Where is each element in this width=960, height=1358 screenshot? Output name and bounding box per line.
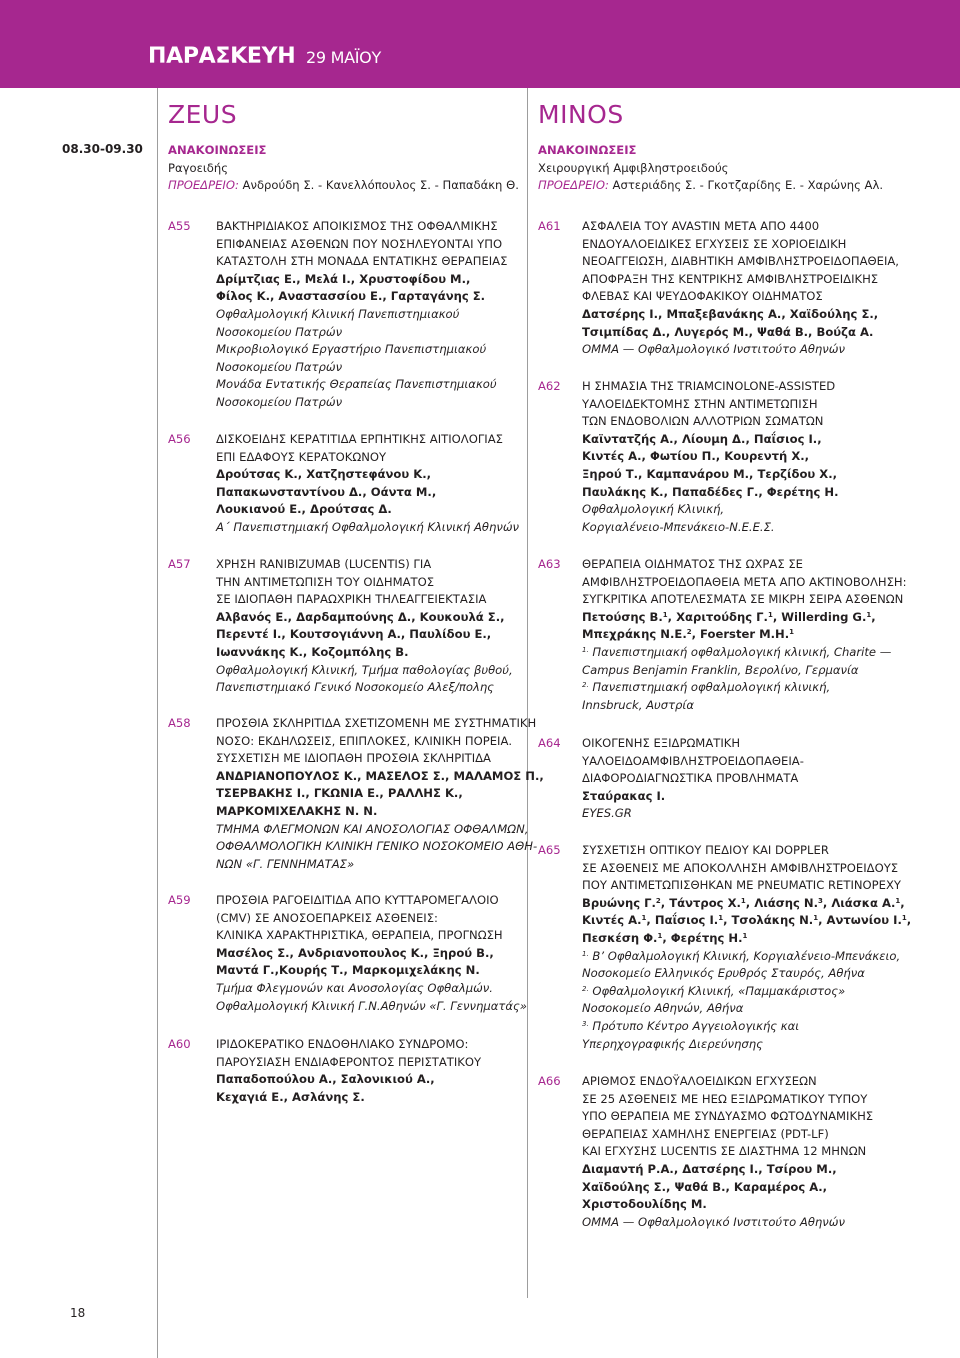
author: , Χαριτούδης Γ. bbox=[667, 609, 768, 624]
abstract-affiliation bbox=[582, 679, 907, 697]
abstract-authors: Χαϊδούλης Σ., Ψαθά Β., Καραμέρος Α., bbox=[582, 1179, 828, 1194]
abstract-authors: Κιντές Α., Φωτίου Π., Κουρεντή Χ., bbox=[582, 449, 810, 464]
left-session-info bbox=[168, 142, 519, 195]
author: , bbox=[871, 609, 876, 624]
abstract-a60 bbox=[216, 1036, 481, 1106]
abstract-affiliation: EYES.GR bbox=[582, 806, 632, 821]
abstract-authors: Φίλος Κ., Αναστασσίου Ε., Γαρταγάνης Σ. bbox=[216, 289, 486, 304]
affiliation: Πανεπιστημιακή οφθαλμολογική κλινική, bbox=[588, 680, 831, 695]
abstract-affiliation: ΟΦΘΑΛΜΟΛΟΓΙΚΗ ΚΛΙΝΙΚΗ ΓΕΝΙΚΟ ΝΟΣΟΚΟΜΕΙΟ ΑΘΗ- bbox=[216, 839, 538, 854]
hall-zeus: ZEUS bbox=[168, 100, 238, 129]
session-subject: Χειρουργική Αμφιβληστροειδούς bbox=[538, 160, 729, 175]
affiliation: Πρότυπο Κέντρο Αγγειολογικής και bbox=[588, 1018, 800, 1033]
abstract-code-a59: Α59 bbox=[168, 893, 191, 907]
abstract-title: ΣΕ ΙΔΙΟΠΑΘΗ ΠΑΡΑΩΧΡΙΚΗ ΤΗΛΕΑΓΓΕΙΕΚΤΑΣΙΑ bbox=[216, 592, 487, 607]
abstract-a66 bbox=[582, 1073, 873, 1231]
abstract-authors: Παυλάκης Κ., Παπαδέδες Γ., Φερέτης Η. bbox=[582, 484, 839, 499]
author: , Τσολάκης Ν. bbox=[723, 913, 814, 928]
abstract-title: ΟΙΚΟΓΕΝΗΣ ΕΞΙΔΡΩΜΑΤΙΚΗ bbox=[582, 736, 741, 750]
abstract-a61 bbox=[582, 218, 899, 359]
abstract-code-a56: Α56 bbox=[168, 432, 191, 446]
abstract-title: ΕΠΙΦΑΝΕΙΑΣ ΑΣΘΕΝΩΝ ΠΟΥ ΝΟΣΗΛΕΥΟΝΤΑΙ ΥΠΟ bbox=[216, 236, 503, 251]
day-label: ΠΑΡΑΣΚΕΥΗ bbox=[148, 44, 296, 69]
abstract-authors: Διαμαντή Ρ.Α., Δατσέρης Ι., Τσίρου Μ., bbox=[582, 1161, 837, 1176]
affil-mark: 2 bbox=[686, 628, 692, 637]
author: , Willerding G. bbox=[772, 609, 867, 624]
author: , Παΐσιος Ι. bbox=[646, 913, 719, 928]
affil-mark: 1 bbox=[767, 610, 773, 619]
header-banner bbox=[0, 0, 960, 88]
author: Πετούσης Β. bbox=[582, 609, 663, 624]
abstract-code-a65: Α65 bbox=[538, 843, 561, 857]
abstract-title: ΚΑΤΑΣΤΟΛΗ ΣΤΗ ΜΟΝΑΔΑ ΕΝΤΑΤΙΚΗΣ ΘΕΡΑΠΕΙΑΣ bbox=[216, 254, 508, 269]
abstract-authors: Δρούτσας Κ., Χατζηστεφάνου Κ., bbox=[216, 467, 432, 482]
abstract-title: ΥΑΛΟΕΙΔΕΚΤΟΜΗΣ ΣΤΗΝ ΑΝΤΙΜΕΤΩΠΙΣΗ bbox=[582, 396, 818, 411]
abstract-affiliation: Νοσοκομείο Ελληνικός Ερυθρός Σταυρός, Αθήνα bbox=[582, 966, 865, 981]
abstract-affiliation: Οφθαλμολογική Κλινική, bbox=[582, 502, 725, 517]
abstract-a58 bbox=[216, 715, 544, 873]
abstract-authors: Μαντά Γ.,Κουρής Τ., Μαρκομιχελάκης Ν. bbox=[216, 963, 480, 978]
abstract-authors: Λουκιανού Ε., Δρούτσας Δ. bbox=[216, 502, 392, 517]
author: , Λιάσης Ν. bbox=[745, 895, 818, 910]
abstract-title: ΙΡΙΔΟΚΕΡΑΤΙΚΟ ΕΝΔΟΘΗΛΙΑΚΟ ΣΥΝΔΡΟΜΟ: bbox=[216, 1037, 469, 1051]
abstract-affiliation: Οφθαλμολογική Κλινική Γ.Ν.Αθηνών «Γ. Γεννηματάς» bbox=[216, 998, 527, 1013]
abstract-code-a66: Α66 bbox=[538, 1074, 561, 1088]
session-subject: Ραγοειδής bbox=[168, 160, 229, 175]
abstract-title: ΣΥΓΚΡΙΤΙΚΑ ΑΠΟΤΕΛΕΣΜΑΤΑ ΣΕ ΜΙΚΡΗ ΣΕΙΡΑ ΑΣΘΕΝΩΝ bbox=[582, 592, 904, 607]
abstract-title: ΦΛΕΒΑΣ ΚΑΙ ΨΕΥΔΟΦΑΚΙΚΟΥ ΟΙΔΗΜΑΤΟΣ bbox=[582, 289, 823, 304]
abstract-title: ΣΥΣΧΕΤΙΣΗ ΜΕ ΙΔΙΟΠΑΘΗ ΠΡΟΣΘΙΑ ΣΚΛΗΡΙΤΙΔΑ bbox=[216, 751, 491, 766]
abstract-authors: Παπακωνσταντίνου Δ., Οάντα Μ., bbox=[216, 484, 437, 499]
abstract-title: (CMV) ΣΕ ΑΝΟΣΟΕΠΑΡΚΕΙΣ ΑΣΘΕΝΕΙΣ: bbox=[216, 910, 438, 925]
affil-mark: 3. bbox=[582, 1019, 589, 1028]
chair-label: ΠΡΟΕΔΡΕΙΟ: bbox=[168, 178, 239, 192]
affil-mark: 1 bbox=[901, 914, 907, 923]
left-margin-rule bbox=[157, 88, 158, 1358]
abstract-title: ΣΥΣΧΕΤΙΣΗ ΟΠΤΙΚΟΥ ΠΕΔΙΟΥ ΚΑΙ DOPPLER bbox=[582, 843, 829, 857]
abstract-title: ΚΛΙΝΙΚΑ ΧΑΡΑΚΤΗΡΙΣΤΙΚΑ, ΘΕΡΑΠΕΙΑ, ΠΡΟΓΝΩΣΗ bbox=[216, 928, 503, 943]
hall-minos: MINOS bbox=[538, 100, 624, 129]
affil-mark: 1 bbox=[657, 931, 663, 940]
abstract-title: ΠΟΥ ΑΝΤΙΜΕΤΩΠΙΣΘΗΚΑΝ ΜΕ PNEUMATIC RETINOPEXY bbox=[582, 878, 902, 893]
abstract-affiliation: Innsbruck, Αυστρία bbox=[582, 697, 694, 712]
author: , bbox=[906, 913, 912, 928]
abstract-title: ΝΕΟΑΓΓΕΙΩΣΗ, ΔΙΑΒΗΤΙΚΗ ΑΜΦΙΒΛΗΣΤΡΟΕΙΔΟΠΑΘΕΙΑ, bbox=[582, 254, 899, 269]
affil-mark: 2. bbox=[582, 681, 589, 690]
abstract-title: ΠΡΟΣΘΙΑ ΡΑΓΟΕΙΔΙΤΙΔΑ ΑΠΟ ΚΥΤΤΑΡΟΜΕΓΑΛΟΙΟ bbox=[216, 893, 499, 907]
abstract-title: ΣΕ 25 ΑΣΘΕΝΕΙΣ ΜΕ ΗΕΩ ΕΞΙΔΡΩΜΑΤΙΚΟΥ ΤΥΠΟΥ bbox=[582, 1091, 868, 1106]
session-type: ΑΝΑΚΟΙΝΩΣΕΙΣ bbox=[538, 143, 637, 157]
affil-mark: 1 bbox=[641, 914, 647, 923]
author: Πεσκέση Φ. bbox=[582, 930, 658, 945]
author: , Λιάσκα Α. bbox=[822, 895, 896, 910]
abstract-affiliation: ΟΜΜΑ — Οφθαλμολογικό Ινστιτούτο Αθηνών bbox=[582, 342, 845, 357]
abstract-affiliation: Υπερηχογραφικής Διερεύνησης bbox=[582, 1036, 763, 1051]
abstract-title: ΕΝΔΟΥΑΛΟΕΙΔΙΚΕΣ ΕΓΧΥΣΕΙΣ ΣΕ ΧΟΡΙΟΕΙΔΙΚΗ bbox=[582, 236, 847, 251]
abstract-affiliation bbox=[582, 948, 911, 966]
affil-mark: 1 bbox=[718, 914, 724, 923]
date-label: 29 ΜΑΪΟΥ bbox=[306, 48, 381, 67]
abstract-title: ΝΟΣΟ: ΕΚΔΗΛΩΣΕΙΣ, ΕΠΙΠΛΟΚΕΣ, ΚΛΙΝΙΚΗ ΠΟΡΕΙΑ. bbox=[216, 733, 513, 748]
abstract-authors: Κεχαγιά Ε., Ασλάνης Σ. bbox=[216, 1089, 365, 1104]
abstract-title: ΠΑΡΟΥΣΙΑΣΗ ΕΝΔΙΑΦΕΡΟΝΤΟΣ ΠΕΡΙΣΤΑΤΙΚΟΥ bbox=[216, 1054, 482, 1069]
chair-label: ΠΡΟΕΔΡΕΙΟ: bbox=[538, 178, 609, 192]
author: Μπεχράκης Ν.Ε. bbox=[582, 627, 687, 642]
abstract-a57 bbox=[216, 556, 513, 697]
affil-mark: 1 bbox=[742, 931, 748, 940]
affil-mark: 2 bbox=[655, 896, 661, 905]
abstract-affiliation: Νοσοκομείο Αθηνών, Αθήνα bbox=[582, 1001, 744, 1016]
affil-mark: 1 bbox=[740, 896, 746, 905]
abstract-affiliation: Τμήμα Φλεγμονών και Ανοσολογίας Οφθαλμών. bbox=[216, 980, 493, 995]
abstract-title: ΕΠΙ ΕΔΑΦΟΥΣ ΚΕΡΑΤΟΚΩΝΟΥ bbox=[216, 449, 387, 464]
abstract-code-a58: Α58 bbox=[168, 716, 191, 730]
abstract-authors: Σταύρακας Ι. bbox=[582, 788, 666, 803]
abstract-code-a61: Α61 bbox=[538, 219, 561, 233]
session-time: 08.30-09.30 bbox=[62, 142, 143, 156]
abstract-authors bbox=[582, 912, 911, 930]
abstract-authors: ΤΣΕΡΒΑΚΗΣ Ι., ΓΚΩΝΙΑ Ε., ΡΑΛΛΗΣ Κ., bbox=[216, 786, 463, 801]
abstract-code-a63: Α63 bbox=[538, 557, 561, 571]
abstract-title: Η ΣΗΜΑΣΙΑ ΤΗΣ TRIAMCINOLONE-ASSISTED bbox=[582, 379, 836, 393]
abstract-authors: ΑΝΔΡΙΑΝΟΠΟΥΛΟΣ Κ., ΜΑΣΕΛΟΣ Σ., ΜΑΛΑΜΟΣ Π., bbox=[216, 768, 544, 783]
abstract-affiliation bbox=[582, 983, 911, 1001]
abstract-title: ΥΠΟ ΘΕΡΑΠΕΙΑ ΜΕ ΣΥΝΔΥΑΣΜΟ ΦΩΤΟΔΥΝΑΜΙΚΗΣ bbox=[582, 1109, 874, 1124]
chair-names: Αστεριάδης Σ. - Γκοτζαρίδης Ε. - Χαρώνης Αλ. bbox=[612, 178, 884, 192]
abstract-authors: Χριστοδουλίδης Μ. bbox=[582, 1197, 707, 1212]
abstract-authors: Αλβανός Ε., Δαρδαμπούνης Δ., Κουκουλά Σ., bbox=[216, 609, 505, 624]
abstract-authors bbox=[582, 609, 907, 627]
abstract-authors bbox=[582, 626, 907, 644]
abstract-authors: ΜΑΡΚΟΜΙΧΕΛΑΚΗΣ Ν. Ν. bbox=[216, 803, 378, 818]
abstract-affiliation: Οφθαλμολογική Κλινική, Τμήμα παθολογίας βυθού, bbox=[216, 662, 513, 677]
abstract-affiliation: Campus Benjamin Franklin, Βερολίνο, Γερμανία bbox=[582, 662, 859, 677]
abstract-authors: Καϊντατζής Α., Λίουμη Δ., Παΐσιος Ι., bbox=[582, 431, 822, 446]
abstract-a64 bbox=[582, 735, 804, 823]
abstract-authors: Μασέλος Σ., Ανδριανοπουλος Κ., Ξηρού Β., bbox=[216, 945, 494, 960]
abstract-title: ΔΙΣΚΟΕΙΔΗΣ ΚΕΡΑΤΙΤΙΔΑ ΕΡΠΗΤΙΚΗΣ ΑΙΤΙΟΛΟΓΙΑΣ bbox=[216, 432, 503, 446]
abstract-authors: Τσιμπίδας Δ., Λυγερός Μ., Ψαθά Β., Βούζα Α. bbox=[582, 324, 874, 339]
abstract-authors: Ιωαννάκης Κ., Κοζομπόλης Β. bbox=[216, 644, 409, 659]
abstract-affiliation: Μονάδα Εντατικής Θεραπείας Πανεπιστημιακού bbox=[216, 377, 497, 392]
affiliation: Πανεπιστημιακή οφθαλμολογική κλινική, Charite — bbox=[588, 644, 892, 659]
abstract-affiliation bbox=[582, 1018, 911, 1036]
affil-mark: 1 bbox=[895, 896, 901, 905]
abstract-title: ΔΙΑΦΟΡΟΔΙΑΓΝΩΣΤΙΚΑ ΠΡΟΒΛΗΜΑΤΑ bbox=[582, 771, 799, 786]
affil-mark: 1. bbox=[582, 645, 589, 654]
session-chairs bbox=[168, 177, 519, 195]
affil-mark: 1 bbox=[789, 628, 795, 637]
abstract-authors bbox=[582, 895, 911, 913]
abstract-title: ΤΗΝ ΑΝΤΙΜΕΤΩΠΙΣΗ ΤΟΥ ΟΙΔΗΜΑΤΟΣ bbox=[216, 574, 435, 589]
affiliation: Οφθαλμολογική Κλινική, «Παμμακάριστος» bbox=[588, 983, 846, 998]
abstract-a63 bbox=[582, 556, 907, 714]
abstract-affiliation: Α΄ Πανεπιστημιακή Οφθαλμολογική Κλινική Αθηνών bbox=[216, 519, 520, 534]
abstract-affiliation: Κοργιαλένειο-Μπενάκειο-Ν.Ε.Ε.Σ. bbox=[582, 519, 775, 534]
abstract-code-a62: Α62 bbox=[538, 379, 561, 393]
abstract-title: ΧΡΗΣΗ RANIBIZUMAB (LUCENTIS) ΓΙΑ bbox=[216, 557, 432, 571]
center-rule bbox=[527, 88, 528, 1298]
abstract-affiliation: ΤΜΗΜΑ ΦΛΕΓΜΟΝΩΝ ΚΑΙ ΑΝΟΣΟΛΟΓΙΑΣ ΟΦΘΑΛΜΩΝ, bbox=[216, 821, 529, 836]
abstract-title: ΑΡΙΘΜΟΣ ΕΝΔΟΫΑΛΟΕΙΔΙΚΩΝ ΕΓΧΥΣΕΩΝ bbox=[582, 1074, 817, 1088]
affil-mark: 1 bbox=[662, 610, 668, 619]
abstract-title: ΑΜΦΙΒΛΗΣΤΡΟΕΙΔΟΠΑΘΕΙΑ ΜΕΤΑ ΑΠΟ ΑΚΤΙΝΟΒΟΛΗΣΗ: bbox=[582, 574, 907, 589]
abstract-affiliation: Πανεπιστημιακό Γενικό Νοσοκομείο Αλεξ/πολης bbox=[216, 680, 494, 695]
abstract-authors: Ξηρού Τ., Καμπανάρου Μ., Τερζίδου Χ., bbox=[582, 466, 838, 481]
abstract-code-a57: Α57 bbox=[168, 557, 191, 571]
abstract-title: ΥΑΛΟΕΙΔΟΑΜΦΙΒΛΗΣΤΡΟΕΙΔΟΠΑΘΕΙΑ- bbox=[582, 753, 804, 768]
abstract-title: ΘΕΡΑΠΕΙΑΣ ΧΑΜΗΛΗΣ ΕΝΕΡΓΕΙΑΣ (PDT-LF) bbox=[582, 1126, 829, 1141]
abstract-a62 bbox=[582, 378, 839, 536]
abstract-title: ΒΑΚΤΗΡΙΔΙΑΚΟΣ ΑΠΟΙΚΙΣΜΟΣ ΤΗΣ ΟΦΘΑΛΜΙΚΗΣ bbox=[216, 219, 498, 233]
session-chairs bbox=[538, 177, 883, 195]
abstract-title: ΚΑΙ ΕΓΧΥΣΗΣ LUCENTIS ΣΕ ΔΙΑΣΤΗΜΑ 12 ΜΗΝΩΝ bbox=[582, 1144, 867, 1159]
abstract-affiliation: ΟΜΜΑ — Οφθαλμολογικό Ινστιτούτο Αθηνών bbox=[582, 1214, 845, 1229]
author: , Φερέτης Η. bbox=[662, 930, 743, 945]
abstract-affiliation: Νοσοκομείου Πατρών bbox=[216, 359, 343, 374]
abstract-title: ΘΕΡΑΠΕΙΑ ΟΙΔΗΜΑΤΟΣ ΤΗΣ ΩΧΡΑΣ ΣΕ bbox=[582, 557, 803, 571]
abstract-a56 bbox=[216, 431, 519, 537]
abstract-authors bbox=[582, 930, 911, 948]
affil-mark: 1 bbox=[866, 610, 872, 619]
affil-mark: 1 bbox=[813, 914, 819, 923]
abstract-affiliation: Νοσοκομείου Πατρών bbox=[216, 324, 343, 339]
author: , Τάντρος Χ. bbox=[660, 895, 741, 910]
right-session-info bbox=[538, 142, 883, 195]
abstract-title: ΑΠΟΦΡΑΞΗ ΤΗΣ ΚΕΝΤΡΙΚΗΣ ΑΜΦΙΒΛΗΣΤΡΟΕΙΔΙΚΗΣ bbox=[582, 271, 879, 286]
chair-names: Ανδρούδη Σ. - Κανελλόπουλος Σ. - Παπαδάκη Θ. bbox=[242, 178, 519, 192]
abstract-title: ΑΣΦΑΛΕΙΑ ΤΟΥ AVASTIN ΜΕΤΑ ΑΠΟ 4400 bbox=[582, 219, 820, 233]
affil-mark: 1. bbox=[582, 949, 589, 958]
author: Κιντές Α. bbox=[582, 913, 642, 928]
abstract-authors: Δατσέρης Ι., Μπαξεβανάκης Α., Χαϊδούλης Σ., bbox=[582, 306, 879, 321]
abstract-title: ΠΡΟΣΘΙΑ ΣΚΛΗΡΙΤΙΔΑ ΣΧΕΤΙΖΟΜΕΝΗ ΜΕ ΣΥΣΤΗΜΑΤΙΚΗ bbox=[216, 716, 537, 730]
abstract-affiliation: ΝΩΝ «Γ. ΓΕΝΝΗΜΑΤΑΣ» bbox=[216, 856, 355, 871]
abstract-a55 bbox=[216, 218, 507, 412]
author: , Αντωνίου Ι. bbox=[818, 913, 902, 928]
abstract-affiliation: Νοσοκομείου Πατρών bbox=[216, 394, 343, 409]
abstract-code-a64: Α64 bbox=[538, 736, 561, 750]
abstract-code-a60: Α60 bbox=[168, 1037, 191, 1051]
abstract-a65 bbox=[582, 842, 911, 1053]
abstract-affiliation bbox=[582, 644, 907, 662]
abstract-a59 bbox=[216, 892, 527, 1015]
abstract-title: ΤΩΝ ΕΝΔΟΒΟΛΙΩΝ ΑΛΛΟΤΡΙΩΝ ΣΩΜΑΤΩΝ bbox=[582, 414, 824, 429]
affil-mark: 3 bbox=[818, 896, 823, 905]
page-number: 18 bbox=[70, 1306, 86, 1320]
affiliation: Β’ Οφθαλμολογική Κλινική, Κοργιαλένειο-Μπενάκειο, bbox=[588, 948, 901, 963]
author: , bbox=[900, 895, 905, 910]
abstract-authors: Δρίμτζιας Ε., Μελά Ι., Χρυστοφίδου Μ., bbox=[216, 271, 471, 286]
author: , Foerster Μ.Η. bbox=[691, 627, 790, 642]
abstract-authors: Περεντέ Ι., Κουτσογιάννη Α., Παυλίδου Ε., bbox=[216, 627, 492, 642]
session-type: ΑΝΑΚΟΙΝΩΣΕΙΣ bbox=[168, 143, 267, 157]
abstract-affiliation: Μικροβιολογικό Εργαστήριο Πανεπιστημιακού bbox=[216, 342, 487, 357]
affil-mark: 2. bbox=[582, 984, 589, 993]
page-title bbox=[148, 44, 381, 69]
abstract-code-a55: Α55 bbox=[168, 219, 191, 233]
abstract-title: ΣΕ ΑΣΘΕΝΕΙΣ ΜΕ ΑΠΟΚΟΛΛΗΣΗ ΑΜΦΙΒΛΗΣΤΡΟΕΙΔΟΥΣ bbox=[582, 860, 899, 875]
abstract-affiliation: Οφθαλμολογική Κλινική Πανεπιστημιακού bbox=[216, 306, 460, 321]
abstract-authors: Παπαδοπούλου Α., Σαλονικιού Α., bbox=[216, 1072, 435, 1087]
author: Βρυώνης Γ. bbox=[582, 895, 656, 910]
